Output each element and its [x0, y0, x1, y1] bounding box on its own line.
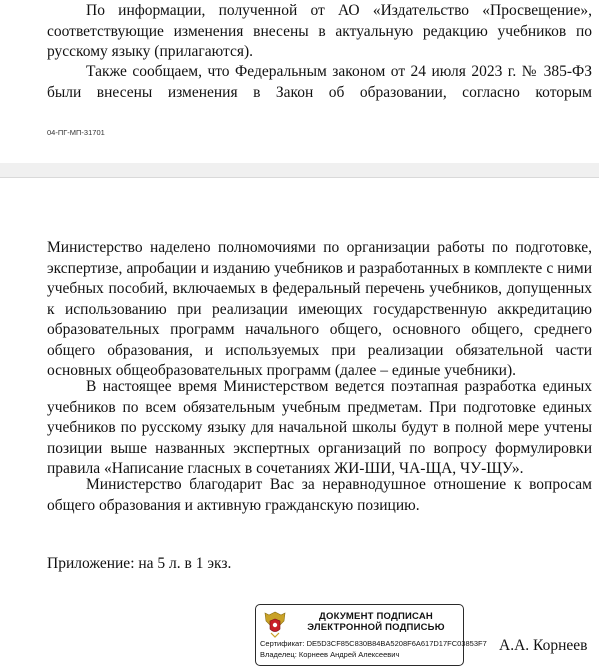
page2-paragraph-3: Министерство благодарит Вас за неравнодушное отношение к вопросам общего образования и активную гражданскую позицию.	[47, 476, 592, 514]
stamp-owner: Владелец: Корнеев Андрей Алексеевич	[260, 650, 400, 659]
registration-number: 04-ПГ-МП-31701	[47, 128, 105, 137]
page-separator	[0, 163, 599, 178]
page1-paragraph-2: Также сообщаем, что Федеральным законом от 24 июля 2023 г. № 385-ФЗ были внесены изменения в Закон об образовании, согласно которым	[47, 63, 592, 101]
page2-paragraph-2: В настоящее время Министерством ведется поэтапная разработка единых учебников по всем обязательным учебным предметам. При подготовке единых учебников по русскому языку для начальной школы будут в полной мере учтены позиции выше названных экспертных организаций по вопросу формулировки правила «Написание гласных в сочетаниях ЖИ-ШИ, ЧА-ЩА, ЧУ-ЩУ».	[47, 378, 592, 477]
coat-of-arms-icon	[262, 609, 288, 639]
stamp-certificate: Сертификат: DE5D3CF85C830B84BA5208F6A617D17FC03853F7	[260, 639, 487, 648]
signer-name: А.А. Корнеев	[499, 637, 588, 654]
page1-paragraph-1: По информации, полученной от АО «Издательство «Просвещение», соответствующие изменения внесены в актуальную редакцию учебников по русскому языку (прилагаются).	[47, 2, 592, 60]
stamp-title: ДОКУМЕНТ ПОДПИСАН ЭЛЕКТРОННОЙ ПОДПИСЬЮ	[307, 611, 445, 633]
page2-paragraph-1: Министерство наделено полномочиями по организации работы по подготовке, экспертизе, апробации и изданию учебников и разработанных в комплекте с ними учебных пособий, включаемых в федеральный перечень учебников, допущенных к использованию при реализации имеющих государственную аккредитацию образовательных программ начального общего, основного общего, среднего общего образования, и используемых при реализации обязательной части основных общеобразовательных программ (далее – единые учебники).	[47, 239, 592, 379]
digital-signature-stamp	[255, 604, 487, 666]
attachment-note: Приложение: на 5 л. в 1 экз.	[47, 555, 232, 572]
document-page-1	[0, 0, 599, 164]
document-page-2	[0, 178, 599, 659]
